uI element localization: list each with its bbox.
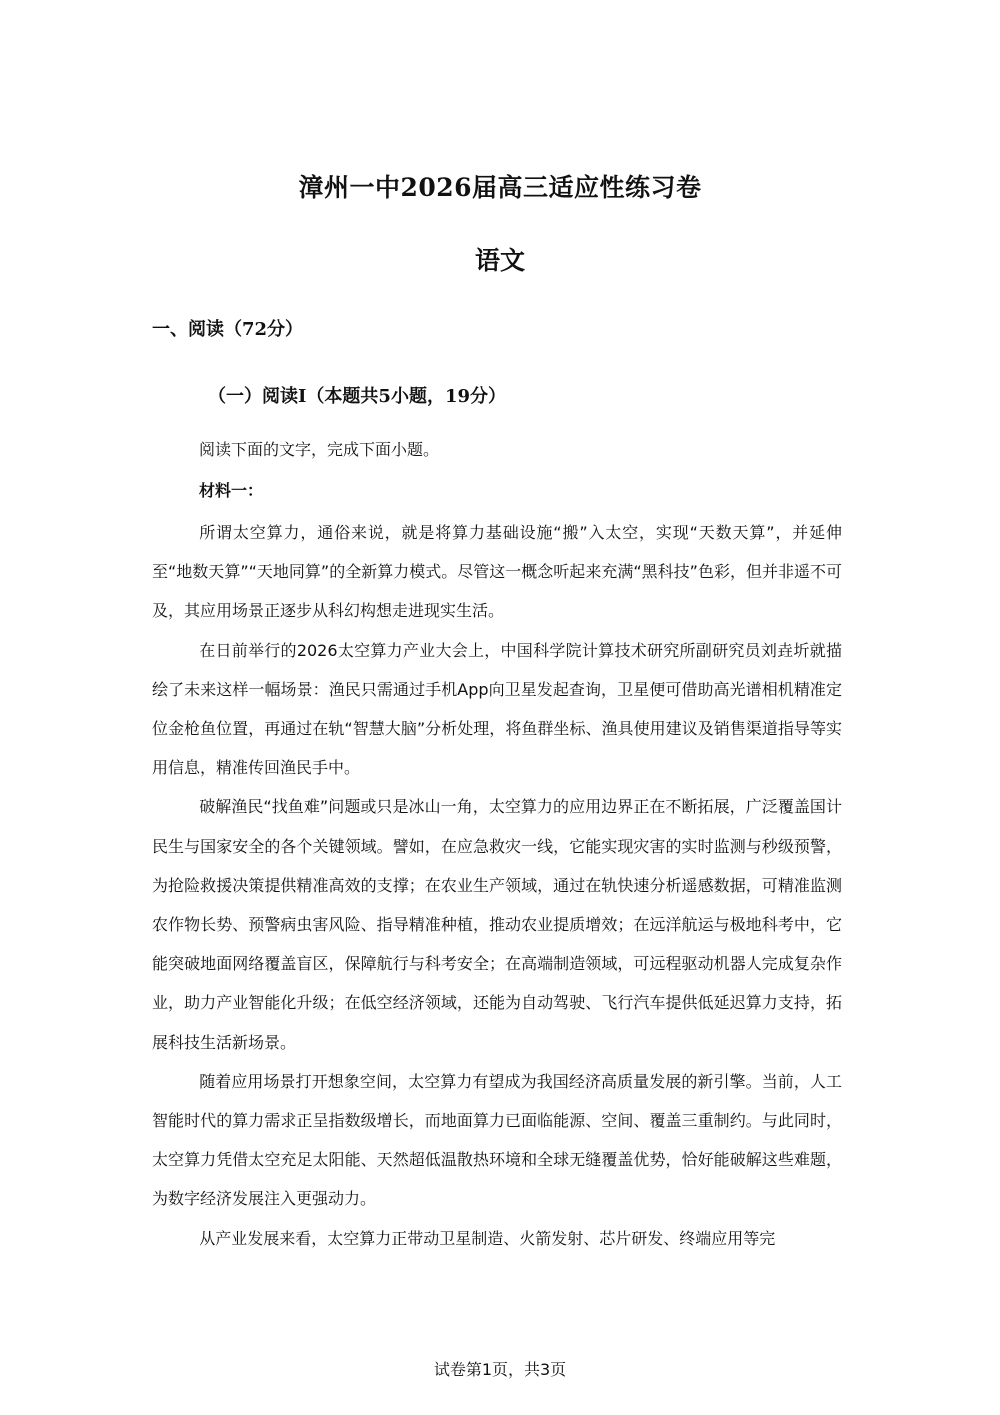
section-heading: 一、阅读（72分） [152, 319, 304, 340]
passage-paragraph: 所谓太空算力，通俗来说，就是将算力基础设施“搬”入太空，实现“天数天算”，并延伸至“地数天算”“天地同算”的全新算力模式。尽管这一概念听起来充满“黑科技”色彩，但并非遥不可及，其应用场景正逐步从科幻构想走进现实生活。 [152, 523, 842, 621]
passage-paragraph: 从产业发展来看，太空算力正带动卫星制造、火箭发射、芯片研发、终端应用等完 [199, 1228, 776, 1248]
exam-title: 漳州一中2026届高三适应性练习卷 [298, 173, 702, 202]
reading-instruction: 阅读下面的文字，完成下面小题。 [199, 440, 440, 459]
passage-paragraph: 随着应用场景打开想象空间，太空算力有望成为我国经济高质量发展的新引擎。当前，人工智能时代的算力需求正呈指数级增长，而地面算力已面临能源、空间、覆盖三重制约。与此同时，太空算力凭借太空充足太阳能、天然超低温散热环境和全球无缝覆盖优势，恰好能破解这些难题，为数字经济发展注入更强动力。 [152, 1071, 842, 1209]
material-label: 材料一： [199, 481, 264, 500]
subject-title: 语文 [474, 246, 525, 275]
page-footer: 试卷第1页，共3页 [433, 1360, 567, 1379]
passage-paragraph: 在日前举行的2026太空算力产业大会上，中国科学院计算技术研究所副研究员刘垚圻就描绘了未来这样一幅场景：渔民只需通过手机App向卫星发起查询，卫星便可借助高光谱相机精准定位金枪鱼位置，再通过在轨“智慧大脑”分析处理，将鱼群坐标、渔具使用建议及销售渠道指导等实用信息，精准传回渔民手中。 [152, 640, 842, 778]
passage-paragraph: 破解渔民“找鱼难”问题或只是冰山一角，太空算力的应用边界正在不断拓展，广泛覆盖国计民生与国家安全的各个关键领域。譬如，在应急救灾一线，它能实现灾害的实时监测与秒级预警，为抢险救援决策提供精准高效的支撑；在农业生产领域，通过在轨快速分析遥感数据，可精准监测农作物长势、预警病虫害风险、指导精准种植，推动农业提质增效；在远洋航运与极地科考中，它能突破地面网络覆盖盲区，保障航行与科考安全；在高端制造领域，可远程驱动机器人完成复杂作业，助力产业智能化升级；在低空经济领域，还能为自动驾驶、飞行汽车提供低延迟算力支持，拓展科技生活新场景。 [152, 797, 842, 1052]
subsection-heading: （一）阅读I（本题共5小题，19分） [208, 386, 506, 407]
reading-passage [152, 513, 842, 1258]
